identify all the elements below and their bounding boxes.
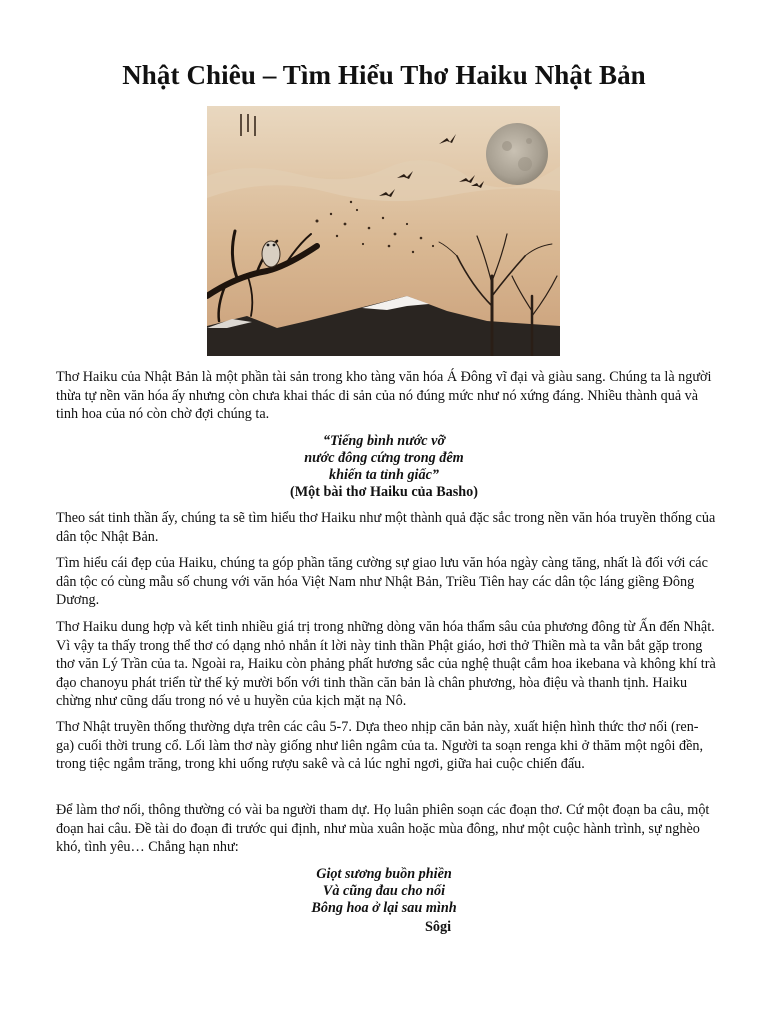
page-title: Nhật Chiêu – Tìm Hiểu Thơ Haiku Nhật Bản (122, 60, 646, 90)
poem-line: Giọt sương buồn phiền (316, 866, 452, 882)
poem-author: Sôgi (425, 919, 452, 935)
paragraph-5: Thơ Nhật truyền thống thường dựa trên các câu 5-7. Dựa theo nhịp căn bản này, xuất hiện hình thức thơ nối (ren-ga) cuối thời trung cổ. Lối làm thơ này giống như liên ngâm của ta. Người ta soạn renga khi ở thăm một ngôi đền, trong tiệc ngắm trăng, trong khi uống rượu sakê và cả lúc nghỉ ngơi, giữa hai cuộc chiến đấu. (56, 719, 704, 772)
paragraph-3: Tìm hiểu cái đẹp của Haiku, chúng ta góp phần tăng cường sự giao lưu văn hóa ngày càng tăng, nhất là đối với các dân tộc có cùng mẫu số chung với văn hóa Việt Nam như Nhật Bản, Triều Tiên hay các dân tộc láng giềng Đông Dương. (56, 555, 708, 608)
poem-basho (0, 433, 768, 501)
poem-line: Và cũng đau cho nối (322, 883, 446, 899)
poem-caption: (Một bài thơ Haiku của Basho) (290, 484, 478, 500)
paragraph-6: Để làm thơ nối, thông thường có vài ba người tham dự. Họ luân phiên soạn các đoạn thơ. Cứ một đoạn ba câu, một đoạn hai câu. Đề tài do đoạn đi trước qui định, như mùa xuân hoặc mùa đông, như một cuộc hành trình, sự nghèo khó, tình yêu… Chẳng hạn như: (56, 802, 710, 855)
paragraph-4: Thơ Haiku dung hợp và kết tinh nhiều giá trị trong những dòng văn hóa thẩm sâu của phương đông từ Ấn đến Nhật. Vì vậy ta thấy trong thể thơ có dạng nhỏ nhắn ít lời này tinh thần Phật giáo, hơi thở Thiền mà ta vẫn bắt gặp trong thơ văn Lý Trần của ta. Ngoài ra, Haiku còn phảng phất hương sắc của nghệ thuật cắm hoa ikebana và không khí trà đạo chanoyu phát triển từ thế kỷ mười bốn với tinh thần căn bản là chân phương, hòa điệu và thanh tịnh. Haiku chừng như cũng dấu trong nó vẻ u huyền của kịch mặt nạ Nô. (56, 619, 716, 709)
owl-graphic (262, 241, 280, 267)
poem-line: “Tiếng bình nước vỡ (322, 433, 446, 449)
poem-line: khiến ta tỉnh giấc” (329, 467, 439, 483)
poem-line: Bông hoa ở lại sau mình (311, 900, 457, 916)
paragraph-1: Thơ Haiku của Nhật Bản là một phần tài sản trong kho tàng văn hóa Á Đông vĩ đại và giàu sang. Chúng ta là người thừa tự nền văn hóa ấy nhưng còn chưa khai thác di sản của nó đúng mức như nó xứng đáng. Nhiều thành quả và tinh hoa của nó còn chờ đợi chúng ta. (56, 369, 712, 422)
poem-sogi (0, 866, 768, 917)
paragraph-2: Theo sát tinh thần ấy, chúng ta sẽ tìm hiểu thơ Haiku như một thành quả đặc sắc trong nền văn hóa truyền thống của dân tộc Nhật Bản. (56, 510, 716, 545)
header-illustration (207, 106, 560, 356)
poem-line: nước đông cứng trong đêm (304, 450, 464, 466)
moon-graphic (486, 123, 548, 185)
